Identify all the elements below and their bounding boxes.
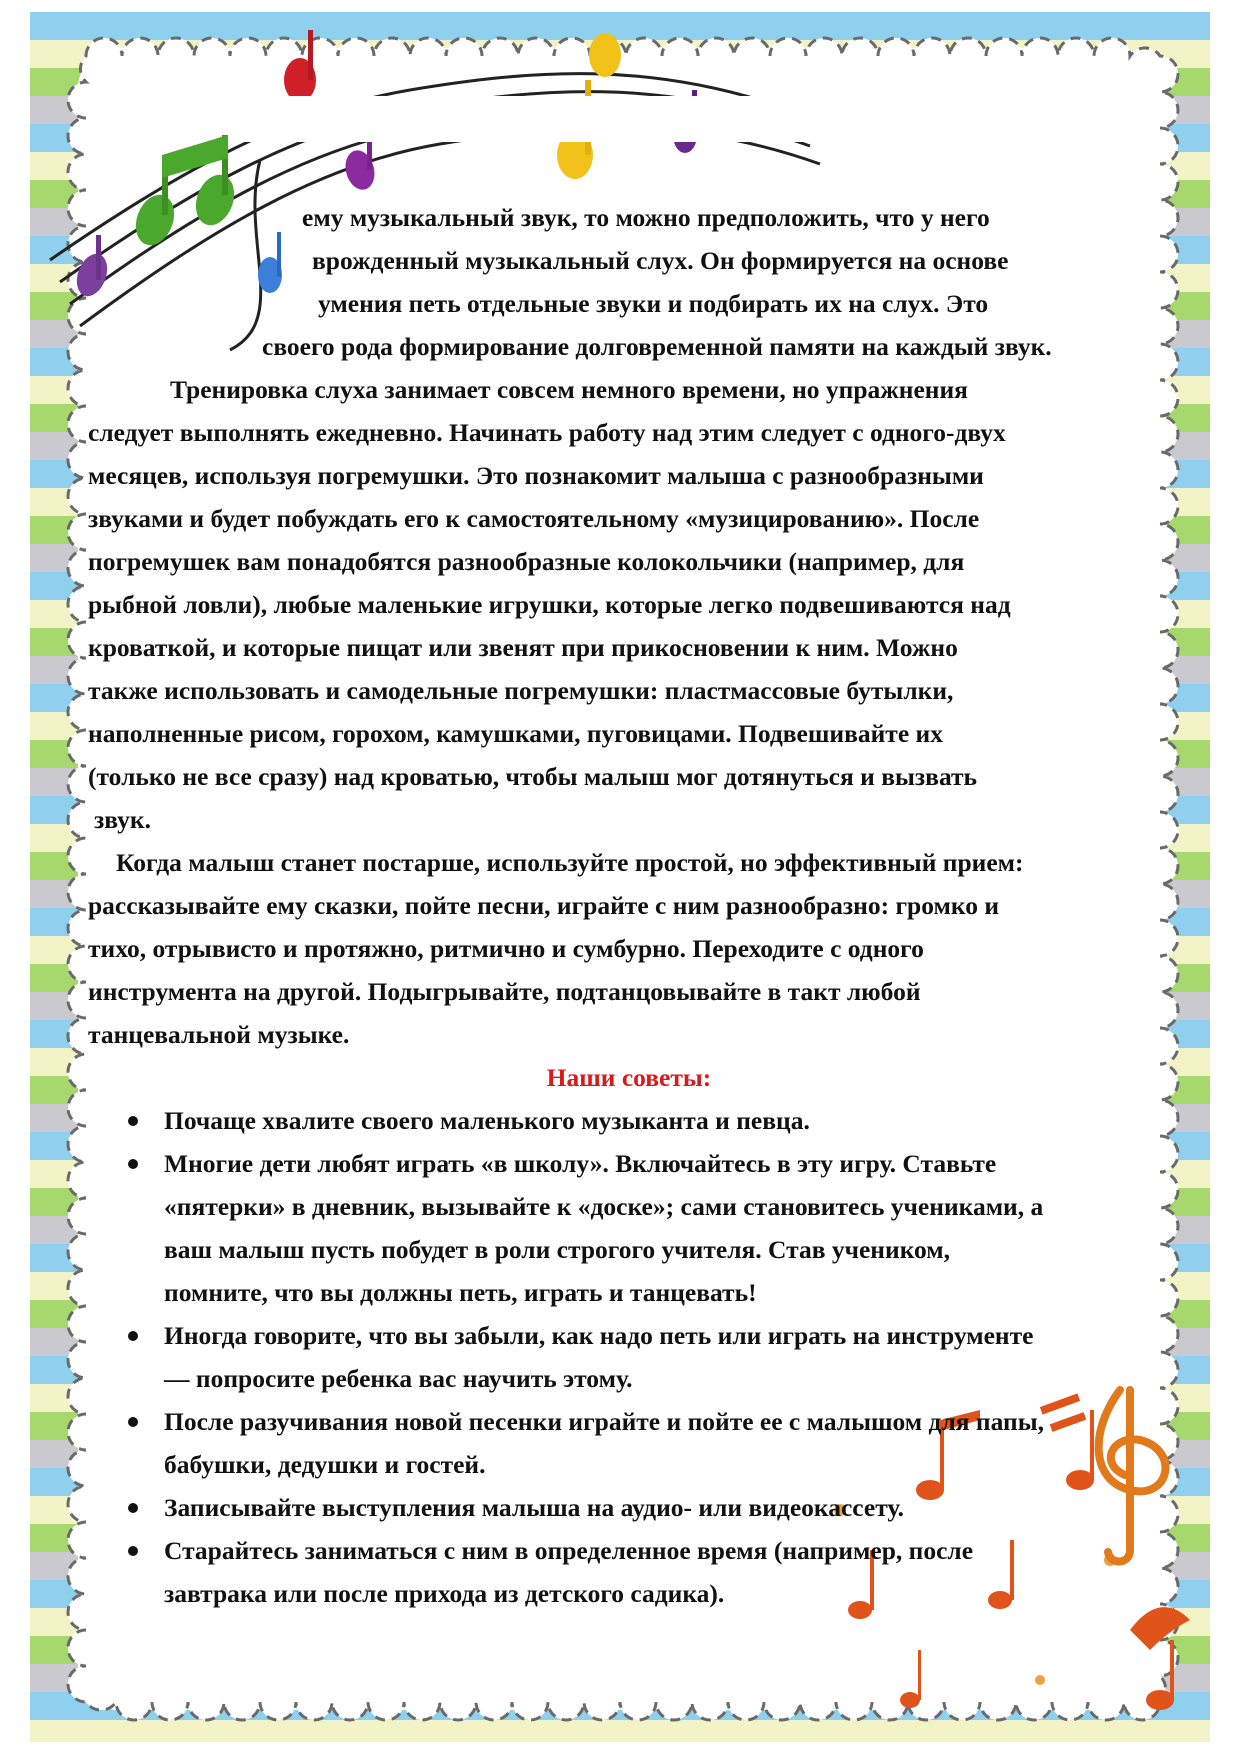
list-item [88, 1142, 1044, 1314]
text-line: тихо, отрывисто и протяжно, ритмично и сумбурно. Переходите с одного [88, 934, 924, 963]
text-line: погремушек вам понадобятся разнообразные колокольчики (например, для [88, 547, 965, 576]
bullet-icon [128, 1417, 138, 1427]
text-line: бабушки, дедушки и гостей. [164, 1450, 486, 1479]
text-line: Записывайте выступления малыша на аудио- или видеокассету. [164, 1493, 904, 1522]
text-line: своего рода формирование долговременной памяти на каждый звук. [262, 332, 1052, 361]
text-line: следует выполнять ежедневно. Начинать работу над этим следует с одного-двух [88, 418, 1006, 447]
text-line: рыбной ловли), любые маленькие игрушки, которые легко подвешиваются над [88, 590, 1011, 619]
text-line: Иногда говорите, что вы забыли, как надо петь или играть на инструменте [164, 1321, 1034, 1350]
text-line: завтрака или после прихода из детского садика). [164, 1579, 725, 1608]
text-line: кроваткой, и которые пищат или звенят при прикосновении к ним. Можно [88, 633, 958, 662]
list-item [88, 1529, 1044, 1615]
text-line: врожденный музыкальный слух. Он формируется на основе [312, 246, 1009, 275]
text-line: месяцев, используя погремушки. Это познакомит малыша с разнообразными [88, 461, 984, 490]
text-line: звуками и будет побуждать его к самостоятельному «музицированию». После [88, 504, 980, 533]
tips-list [88, 1099, 1044, 1615]
intro-paragraph [88, 196, 1170, 368]
text-line: — попросите ребенка вас научить этому. [164, 1364, 633, 1393]
text-line: Тренировка слуха занимает совсем немного времени, но упражнения [170, 375, 968, 404]
bullet-icon [128, 1159, 138, 1169]
list-item [88, 1486, 1044, 1529]
text-line: Почаще хвалите своего маленького музыканта и певца. [164, 1106, 810, 1135]
text-line: умения петь отдельные звуки и подбирать их на слух. Это [318, 289, 989, 318]
bullet-icon [128, 1546, 138, 1556]
text-line: звук. [94, 805, 151, 834]
text-line: также использовать и самодельные погремушки: пластмассовые бутылки, [88, 676, 954, 705]
bullet-icon [128, 1331, 138, 1341]
paragraph-older-child [88, 841, 1170, 1056]
text-line: рассказывайте ему сказки, пойте песни, играйте с ним разнообразно: громко и [88, 891, 1000, 920]
text-line: ему музыкальный звук, то можно предположить, что у него [302, 203, 990, 232]
title-area [235, 96, 855, 142]
text-line: танцевальной музыке. [88, 1020, 350, 1049]
text-line: ваш малыш пусть побудет в роли строгого учителя. Став учеником, [164, 1235, 951, 1264]
paragraph-hearing-training [88, 368, 1170, 841]
text-line: Многие дети любят играть «в школу». Включайтесь в эту игру. Ставьте [164, 1149, 997, 1178]
bullet-icon [128, 1116, 138, 1126]
text-line: Старайтесь заниматься с ним в определенное время (например, после [164, 1536, 974, 1565]
text-line: «пятерки» в дневник, вызывайте к «доске»; сами становитесь учениками, а [164, 1192, 1044, 1221]
list-item [88, 1400, 1044, 1486]
treble-clef-icon [1030, 1370, 1220, 1570]
text-line: инструмента на другой. Подыгрывайте, подтанцовывайте в такт любой [88, 977, 921, 1006]
advice-heading: Наши советы: [546, 1063, 712, 1092]
text-line: (только не все сразу) над кроватью, чтобы малыш мог дотянуться и вызвать [88, 762, 978, 791]
bullet-icon [128, 1503, 138, 1513]
list-item [88, 1314, 1044, 1400]
text-line: наполненные рисом, горохом, камушками, пуговицами. Подвешивайте их [88, 719, 943, 748]
list-item [88, 1099, 1044, 1142]
text-line: После разучивания новой песенки играйте и пойте ее с малышом для папы, [164, 1407, 1045, 1436]
text-line: Когда малыш станет постарше, используйте простой, но эффективный прием: [116, 848, 1024, 877]
text-line: помните, что вы должны петь, играть и танцевать! [164, 1278, 757, 1307]
